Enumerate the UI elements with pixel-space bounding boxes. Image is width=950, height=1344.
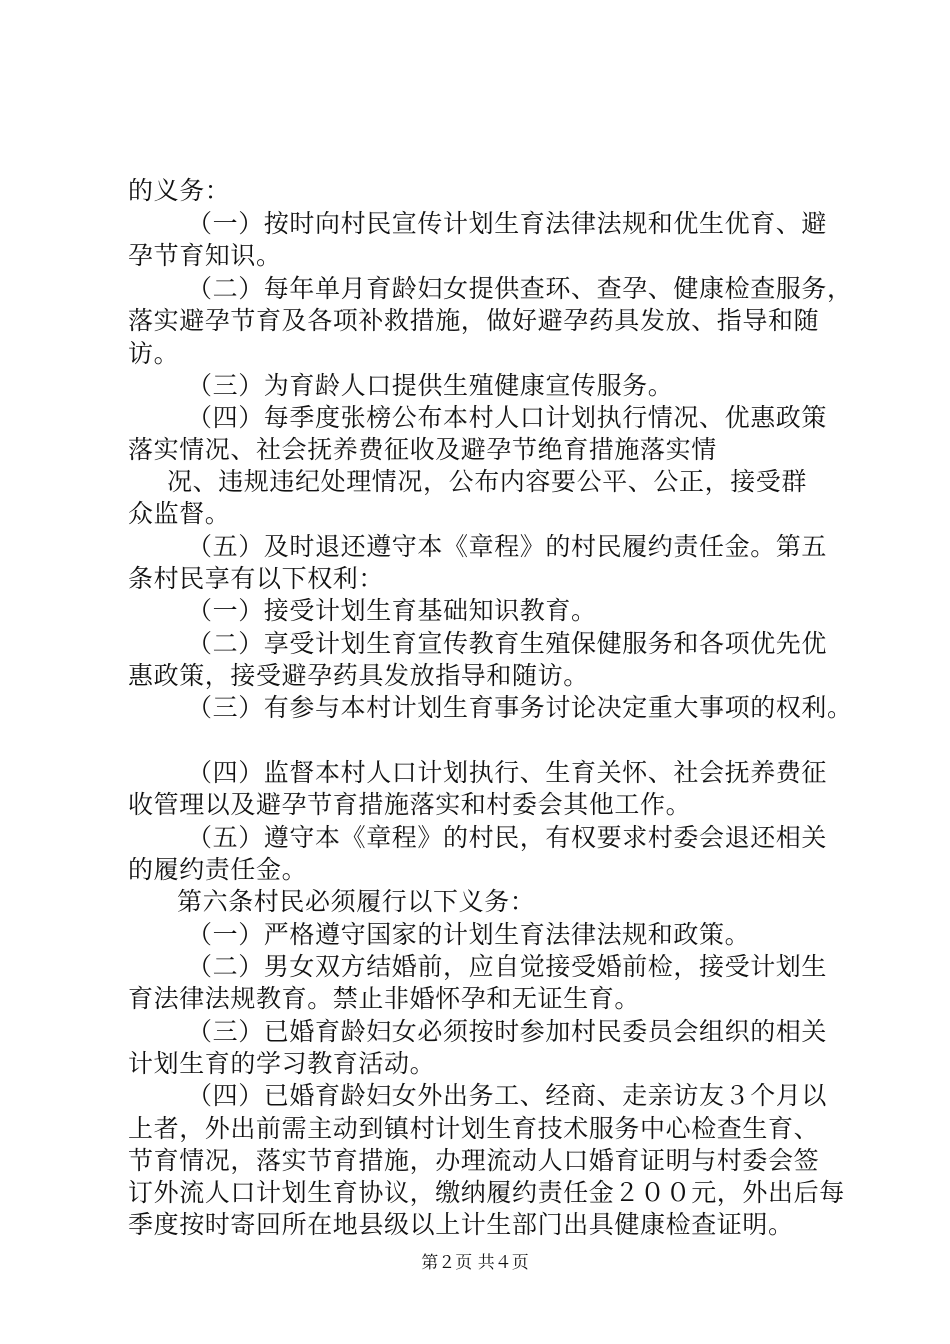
text-line: （四）已婚育龄妇女外出务工、经商、走亲访友３个月以 xyxy=(187,1081,828,1110)
text-line: （三）有参与本村计划生育事务讨论决定重大事项的权利。 xyxy=(187,693,853,722)
text-line: 的履约责任金。 xyxy=(128,855,308,884)
text-line: （二）每年单月育龄妇女提供查环、查孕、健康检查服务， xyxy=(187,274,853,303)
text-line: （二）享受计划生育宣传教育生殖保健服务和各项优先优 xyxy=(187,629,828,658)
text-line: 条村民享有以下权利： xyxy=(128,564,385,593)
text-line: 订外流人口计划生育协议，缴纳履约责任金２００元，外出后每 xyxy=(128,1178,845,1207)
text-line: （二）男女双方结婚前，应自觉接受婚前检，接受计划生 xyxy=(187,952,828,981)
text-line: 孕节育知识。 xyxy=(128,241,282,270)
text-line: 第六条村民必须履行以下义务： xyxy=(177,887,536,916)
text-line: 访。 xyxy=(128,339,180,368)
text-line: （四）每季度张榜公布本村人口计划执行情况、优惠政策 xyxy=(187,403,828,432)
text-line: 众监督。 xyxy=(128,499,231,528)
text-line: （一）按时向村民宣传计划生育法律法规和优生优育、避 xyxy=(187,209,828,238)
text-line: （三）已婚育龄妇女必须按时参加村民委员会组织的相关 xyxy=(187,1017,828,1046)
text-line: （五）及时退还遵守本《章程》的村民履约责任金。第五 xyxy=(187,532,828,561)
text-line: 落实情况、社会抚养费征收及避孕节绝育措施落实情 xyxy=(128,435,717,464)
text-line: （三）为育龄人口提供生殖健康宣传服务。 xyxy=(187,371,674,400)
text-line: 计划生育的学习教育活动。 xyxy=(128,1049,436,1078)
text-line: 上者，外出前需主动到镇村计划生育技术服务中心检查生育、 xyxy=(128,1114,820,1143)
text-line: （五）遵守本《章程》的村民，有权要求村委会退还相关 xyxy=(187,823,828,852)
text-line: （一）严格遵守国家的计划生育法律法规和政策。 xyxy=(187,920,751,949)
text-line: 惠政策，接受避孕药具发放指导和随访。 xyxy=(128,661,589,690)
text-line: 落实避孕节育及各项补救措施，做好避孕药具发放、指导和随 xyxy=(128,306,820,335)
text-line: 节育情况，落实节育措施，办理流动人口婚育证明与村委会签 xyxy=(128,1146,820,1175)
page-number-footer: 第２页 共４页 xyxy=(421,1253,529,1273)
text-line: （一）接受计划生育基础知识教育。 xyxy=(187,596,597,625)
text-line: 育法律法规教育。禁止非婚怀孕和无证生育。 xyxy=(128,984,641,1013)
text-line: 况、违规违纪处理情况，公布内容要公平、公正，接受群 xyxy=(167,467,808,496)
text-line: 的义务： xyxy=(128,176,231,205)
text-line: （四）监督本村人口计划执行、生育关怀、社会抚养费征 xyxy=(187,758,828,787)
text-line: 季度按时寄回所在地县级以上计生部门出具健康检查证明。 xyxy=(128,1210,794,1239)
text-line: 收管理以及避孕节育措施落实和村委会其他工作。 xyxy=(128,790,692,819)
